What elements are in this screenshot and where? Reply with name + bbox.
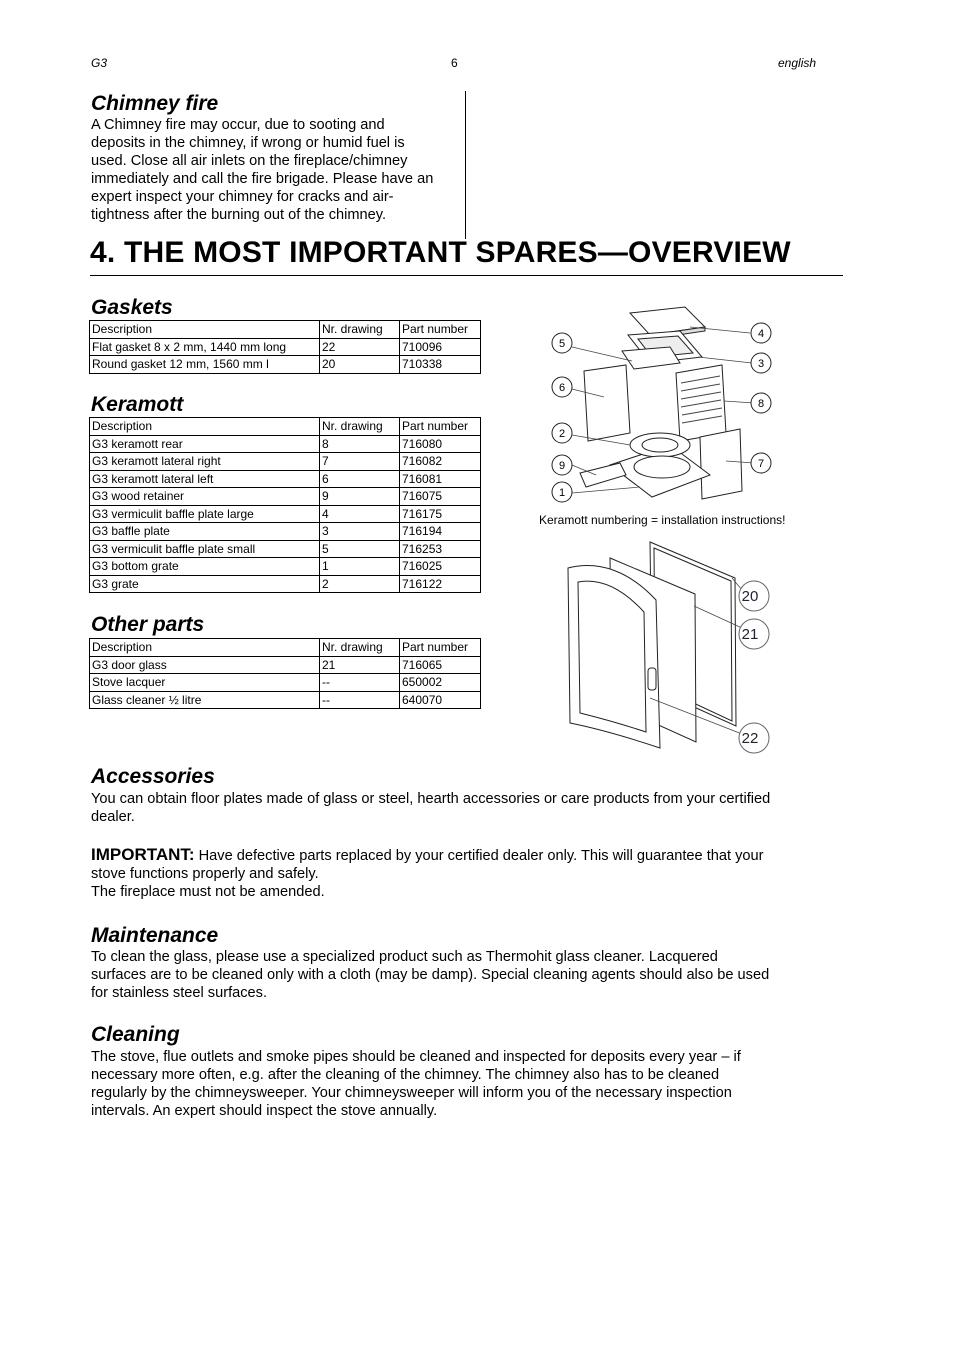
table-cell: Description	[90, 639, 320, 657]
door-exploded-diagram	[560, 538, 780, 760]
table-cell: 650002	[400, 674, 481, 692]
callout-label: 6	[558, 382, 566, 394]
table-cell: 5	[320, 540, 400, 558]
table-cell: G3 grate	[90, 575, 320, 593]
table-cell: --	[320, 674, 400, 692]
accessories-text	[91, 790, 843, 826]
cleaning-line: regularly by the chimneysweeper. Your chimneysweeper will inform you of the necessary inspection	[91, 1085, 732, 1101]
important-text: stove functions properly and safely.	[91, 866, 319, 882]
table-cell: 716194	[400, 523, 481, 541]
maintenance-line: surfaces are to be cleaned only with a cloth (may be damp). Special cleaning agents should also be used	[91, 967, 770, 983]
chimney-fire-line: immediately and call the fire brigade. Please have an	[91, 171, 434, 187]
chimney-fire-text	[91, 116, 461, 224]
table-cell: G3 keramott rear	[90, 435, 320, 453]
table-cell: 716122	[400, 575, 481, 593]
keramott-title: Keramott	[91, 393, 184, 416]
table-row	[90, 656, 481, 674]
table-cell: 22	[320, 338, 400, 356]
table-cell: Part number	[400, 418, 481, 436]
table-row	[90, 674, 481, 692]
table-cell: 716075	[400, 488, 481, 506]
table-cell: --	[320, 691, 400, 709]
chimney-fire-line: expert inspect your chimney for cracks and air-	[91, 189, 394, 205]
important-note	[91, 846, 843, 901]
cleaning-line: The stove, flue outlets and smoke pipes should be cleaned and inspected for deposits every year – if	[91, 1049, 741, 1065]
callout-label: 8	[757, 398, 765, 410]
table-row	[90, 338, 481, 356]
cleaning-line: intervals. An expert should inspect the stove annually.	[91, 1103, 438, 1119]
table-cell: 3	[320, 523, 400, 541]
table-cell: Nr. drawing	[320, 418, 400, 436]
table-row	[90, 435, 481, 453]
accessories-title: Accessories	[91, 765, 215, 788]
gaskets-title: Gaskets	[91, 296, 173, 319]
table-cell: Part number	[400, 321, 481, 339]
chimney-fire-line: used. Close all air inlets on the fireplace/chimney	[91, 153, 408, 169]
table-cell: Flat gasket 8 x 2 mm, 1440 mm long	[90, 338, 320, 356]
table-row	[90, 453, 481, 471]
table-cell: G3 door glass	[90, 656, 320, 674]
table-cell: Description	[90, 321, 320, 339]
section-title: 4. THE MOST IMPORTANT SPARES—OVERVIEW	[90, 236, 791, 269]
table-cell: 716080	[400, 435, 481, 453]
table-cell: 710338	[400, 356, 481, 374]
keramott-exploded-diagram	[540, 305, 790, 505]
table-cell: 710096	[400, 338, 481, 356]
table-row	[90, 575, 481, 593]
table-cell: Part number	[400, 639, 481, 657]
cleaning-text	[91, 1048, 843, 1120]
table-cell: G3 vermiculit baffle plate large	[90, 505, 320, 523]
important-text: The fireplace must not be amended.	[91, 884, 325, 900]
table-row	[90, 488, 481, 506]
cleaning-title: Cleaning	[91, 1023, 180, 1046]
table-cell: 716081	[400, 470, 481, 488]
callout-label: 20	[741, 588, 759, 605]
callout-label: 1	[558, 487, 566, 499]
table-cell: 640070	[400, 691, 481, 709]
table-cell: 716025	[400, 558, 481, 576]
table-row	[90, 356, 481, 374]
door-handle-shape	[648, 668, 656, 690]
callout-label: 9	[558, 460, 566, 472]
callout-label: 2	[558, 428, 566, 440]
page-number: 6	[451, 56, 458, 70]
callout-label: 22	[741, 730, 759, 747]
table-cell: Description	[90, 418, 320, 436]
table-cell: 4	[320, 505, 400, 523]
table-cell: Nr. drawing	[320, 639, 400, 657]
table-row	[90, 505, 481, 523]
chimney-fire-title: Chimney fire	[91, 92, 219, 115]
table-header-row	[90, 639, 481, 657]
table-cell: 716253	[400, 540, 481, 558]
table-header-row	[90, 321, 481, 339]
section-rule	[90, 275, 843, 276]
wood-retainer-shape	[580, 463, 626, 487]
table-cell: 7	[320, 453, 400, 471]
table-cell: Stove lacquer	[90, 674, 320, 692]
table-cell: 9	[320, 488, 400, 506]
table-cell: 21	[320, 656, 400, 674]
other-parts-table	[89, 638, 481, 709]
header-right: english	[778, 56, 817, 70]
keramott-table	[89, 417, 481, 593]
table-cell: G3 wood retainer	[90, 488, 320, 506]
chimney-fire-line: tightness after the burning out of the chimney.	[91, 207, 387, 223]
table-row	[90, 470, 481, 488]
table-cell: Nr. drawing	[320, 321, 400, 339]
table-cell: Round gasket 12 mm, 1560 mm l	[90, 356, 320, 374]
table-cell: 716065	[400, 656, 481, 674]
table-cell: 716175	[400, 505, 481, 523]
column-divider	[465, 91, 466, 239]
table-cell: 2	[320, 575, 400, 593]
table-header-row	[90, 418, 481, 436]
table-cell: G3 baffle plate	[90, 523, 320, 541]
maintenance-title: Maintenance	[91, 924, 219, 947]
table-row	[90, 540, 481, 558]
accessories-line: You can obtain floor plates made of glass or steel, hearth accessories or care products from your certified	[91, 791, 771, 807]
important-text: Have defective parts replaced by your certified dealer only. This will guarantee that your	[194, 848, 764, 864]
other-parts-title: Other parts	[91, 613, 205, 636]
maintenance-line: for stainless steel surfaces.	[91, 985, 268, 1001]
table-row	[90, 691, 481, 709]
callout-label: 21	[741, 626, 759, 643]
table-cell: 1	[320, 558, 400, 576]
table-cell: 8	[320, 435, 400, 453]
table-cell: 6	[320, 470, 400, 488]
gaskets-table	[89, 320, 481, 374]
keramott-right-shape	[700, 429, 742, 499]
important-label: IMPORTANT:	[91, 845, 195, 864]
maintenance-text	[91, 948, 843, 1002]
diagram-caption: Keramott numbering = installation instructions!	[539, 513, 786, 527]
callout-label: 7	[757, 458, 765, 470]
table-row	[90, 523, 481, 541]
table-cell: 716082	[400, 453, 481, 471]
table-cell: Glass cleaner ½ litre	[90, 691, 320, 709]
header-left: G3	[91, 56, 108, 70]
table-cell: G3 vermiculit baffle plate small	[90, 540, 320, 558]
callout-label: 4	[757, 328, 765, 340]
table-cell: G3 keramott lateral left	[90, 470, 320, 488]
table-row	[90, 558, 481, 576]
chimney-fire-line: A Chimney fire may occur, due to sooting and	[91, 117, 385, 133]
callout-label: 5	[558, 338, 566, 350]
keramott-left-shape	[584, 365, 630, 441]
cleaning-line: necessary more often, e.g. after the cleaning of the chimney. The chimney also has to be cleaned	[91, 1067, 720, 1083]
callout-label: 3	[757, 358, 765, 370]
maintenance-line: To clean the glass, please use a specialized product such as Thermohit glass cleaner. Lacquered	[91, 949, 718, 965]
accessories-line: dealer.	[91, 809, 135, 825]
baffle-plate-small-shape	[622, 347, 680, 369]
table-cell: G3 bottom grate	[90, 558, 320, 576]
chimney-fire-line: deposits in the chimney, if wrong or humid fuel is	[91, 135, 405, 151]
table-cell: G3 keramott lateral right	[90, 453, 320, 471]
table-cell: 20	[320, 356, 400, 374]
